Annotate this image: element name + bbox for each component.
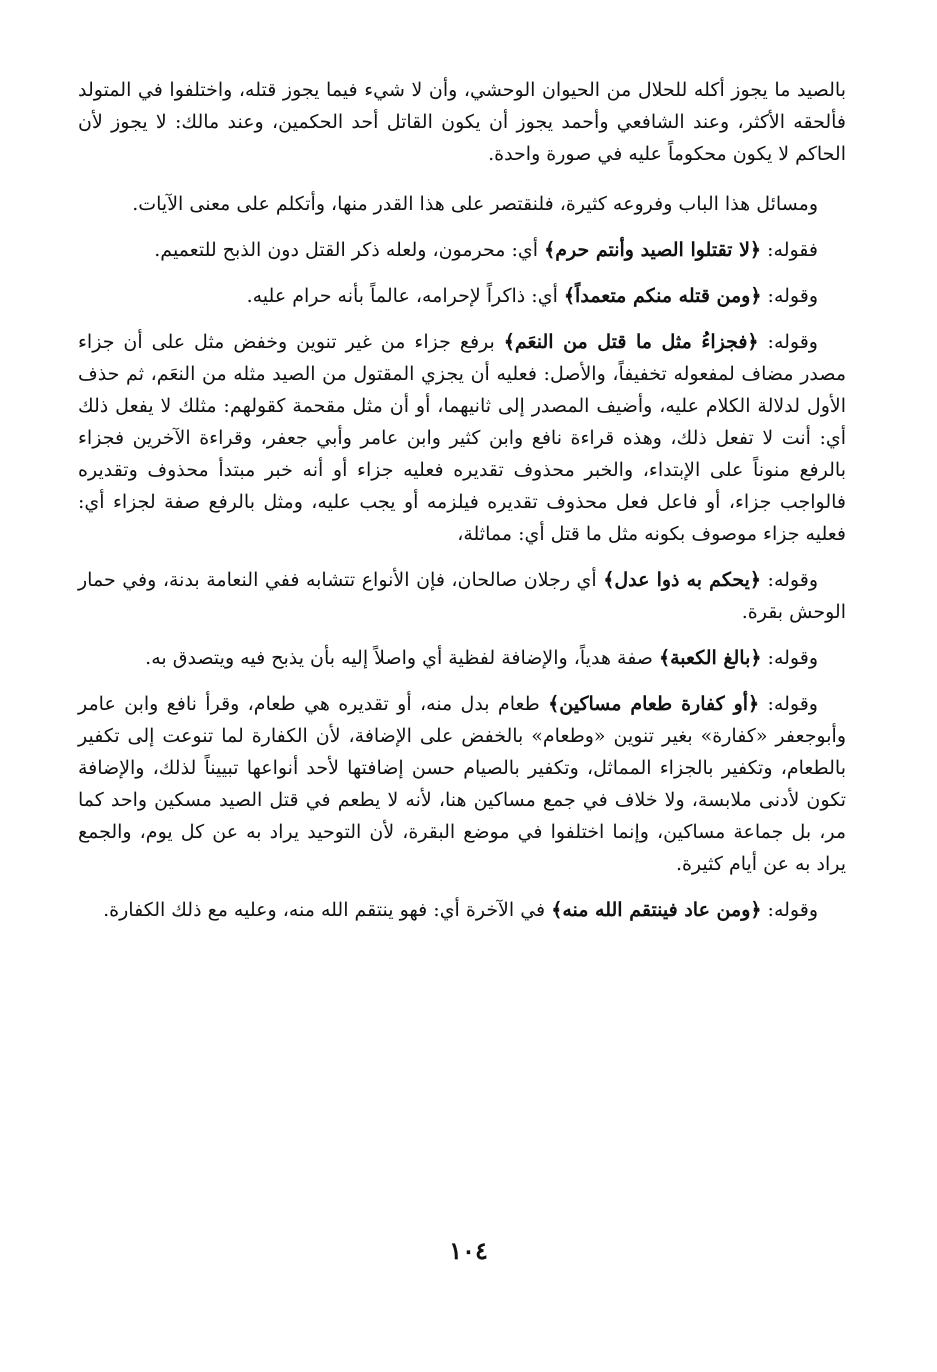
paragraph-7-lead: وقوله: bbox=[761, 647, 818, 669]
paragraph-5-text: برفع جزاء من غير تنوين وخفض مثل على أن جزاء مصدر مضاف لمفعوله تخفيفاً، والأصل: فعليه أن يجزي المقتول من الصيد مثله من النعَم، ثم حذف الأول لدلالة الكلام عليه، وأضيف المصدر إلى ثانيهما، أو أن مثل مقحمة كقولهم: مثلك لا يفعل ذلك أي: أنت لا تفعل ذلك، وهذه قراءة نافع وابن كثير وابن عامر وأبي جعفر، وقراءة الآخرين فجزاء بالرفع منوناً على الإبتداء، والخبر محذوف تقديره فعليه جزاء أو أنه خبر مبتدأ محذوف وتقديره فالواجب جزاء، أو فاعل فعل محذوف تقديره فيلزمه أو يجب عليه، ومثل بالرفع صفة لجزاء أي: فعليه جزاء موصوف بكونه مثل ما قتل أي: مماثلة، bbox=[78, 331, 846, 545]
paragraph-4-verse: ﴿ومن قتله منكم متعمداً﴾ bbox=[563, 285, 762, 307]
paragraph-2: ومسائل هذا الباب وفروعه كثيرة، فلنقتصر على هذا القدر منها، وأتكلم على معنى الآيات. bbox=[132, 193, 818, 215]
paragraph-6-text: أي رجلان صالحان، فإن الأنواع تتشابه ففي النعامة بدنة، وفي حمار الوحش بقرة. bbox=[78, 569, 846, 623]
paragraph-5-lead: وقوله: bbox=[758, 331, 818, 353]
paragraph-4 bbox=[78, 280, 846, 312]
paragraph-9-verse: ﴿ومن عاد فينتقم الله منه﴾ bbox=[551, 899, 762, 921]
paragraph-5-verse: ﴿فجزاءُ مثل ما قتل من النعَم﴾ bbox=[503, 331, 759, 353]
paragraph-9 bbox=[78, 894, 846, 926]
paragraph-3-text: أي: محرمون، ولعله ذكر القتل دون الذبح للتعميم. bbox=[154, 239, 545, 261]
paragraph-1: بالصيد ما يجوز أكله للحلال من الحيوان الوحشي، وأن لا شيء فيما يجوز قتله، واختلفوا في المتولد فألحقه الأكثر، وعند الشافعي وأحمد يجوز أن يكون القاتل أحد الحكمين، وعند مالك: لا يجوز لأن الحاكم لا يكون محكوماً عليه في صورة واحدة. bbox=[78, 79, 846, 165]
page-body bbox=[78, 74, 846, 940]
paragraph-7-verse: ﴿بالغ الكعبة﴾ bbox=[658, 647, 762, 669]
paragraph-6-verse: ﴿يحكم به ذوا عدل﴾ bbox=[603, 569, 762, 591]
paragraph-3-lead: فقوله: bbox=[761, 239, 818, 261]
paragraph-4-lead: وقوله: bbox=[761, 285, 818, 307]
paragraph-7-text: صفة هدياً، والإضافة لفظية أي واصلاً إليه بأن يذبح فيه ويتصدق به. bbox=[145, 647, 659, 669]
paragraph-8-lead: وقوله: bbox=[759, 693, 818, 715]
paragraph-3-verse: ﴿لا تقتلوا الصيد وأنتم حرم﴾ bbox=[544, 239, 762, 261]
paragraph-4-text: أي: ذاكراً لإحرامه، عالماً بأنه حرام عليه. bbox=[246, 285, 564, 307]
page-number: ١٠٤ bbox=[449, 1236, 488, 1265]
paragraph-8 bbox=[78, 688, 846, 880]
paragraph-8-text: طعام بدل منه، أو تقديره هي طعام، وقرأ نافع وابن عامر وأبوجعفر «كفارة» بغير تنوين «وطعام» بالخفض على الإضافة، لأن الكفارة لما تنوعت إلى تكفير بالطعام، وتكفير بالجزاء المماثل، وتكفير بالصيام حسن إضافتها لأحد أنواعها تبييناً لذلك، والإضافة تكون لأدنى ملابسة، ولا خلاف في جمع مساكين هنا، لأنه لا يطعم في قتل الصيد مسكين واحد كما مر، بل جماعة مساكين، وإنما اختلفوا في موضع البقرة، لأن التوحيد يراد به عن كل يوم، والجمع يراد به عن أيام كثيرة. bbox=[78, 693, 846, 875]
paragraph-5 bbox=[78, 326, 846, 550]
paragraph-9-lead: وقوله: bbox=[761, 899, 818, 921]
paragraph-8-verse: ﴿أو كفارة طعام مساكين﴾ bbox=[548, 693, 760, 715]
paragraph-3 bbox=[78, 234, 846, 266]
paragraph-6 bbox=[78, 564, 846, 628]
paragraph-7 bbox=[78, 642, 846, 674]
paragraph-9-text: في الآخرة أي: فهو ينتقم الله منه، وعليه مع ذلك الكفارة. bbox=[103, 899, 552, 921]
paragraph-6-lead: وقوله: bbox=[761, 569, 818, 591]
